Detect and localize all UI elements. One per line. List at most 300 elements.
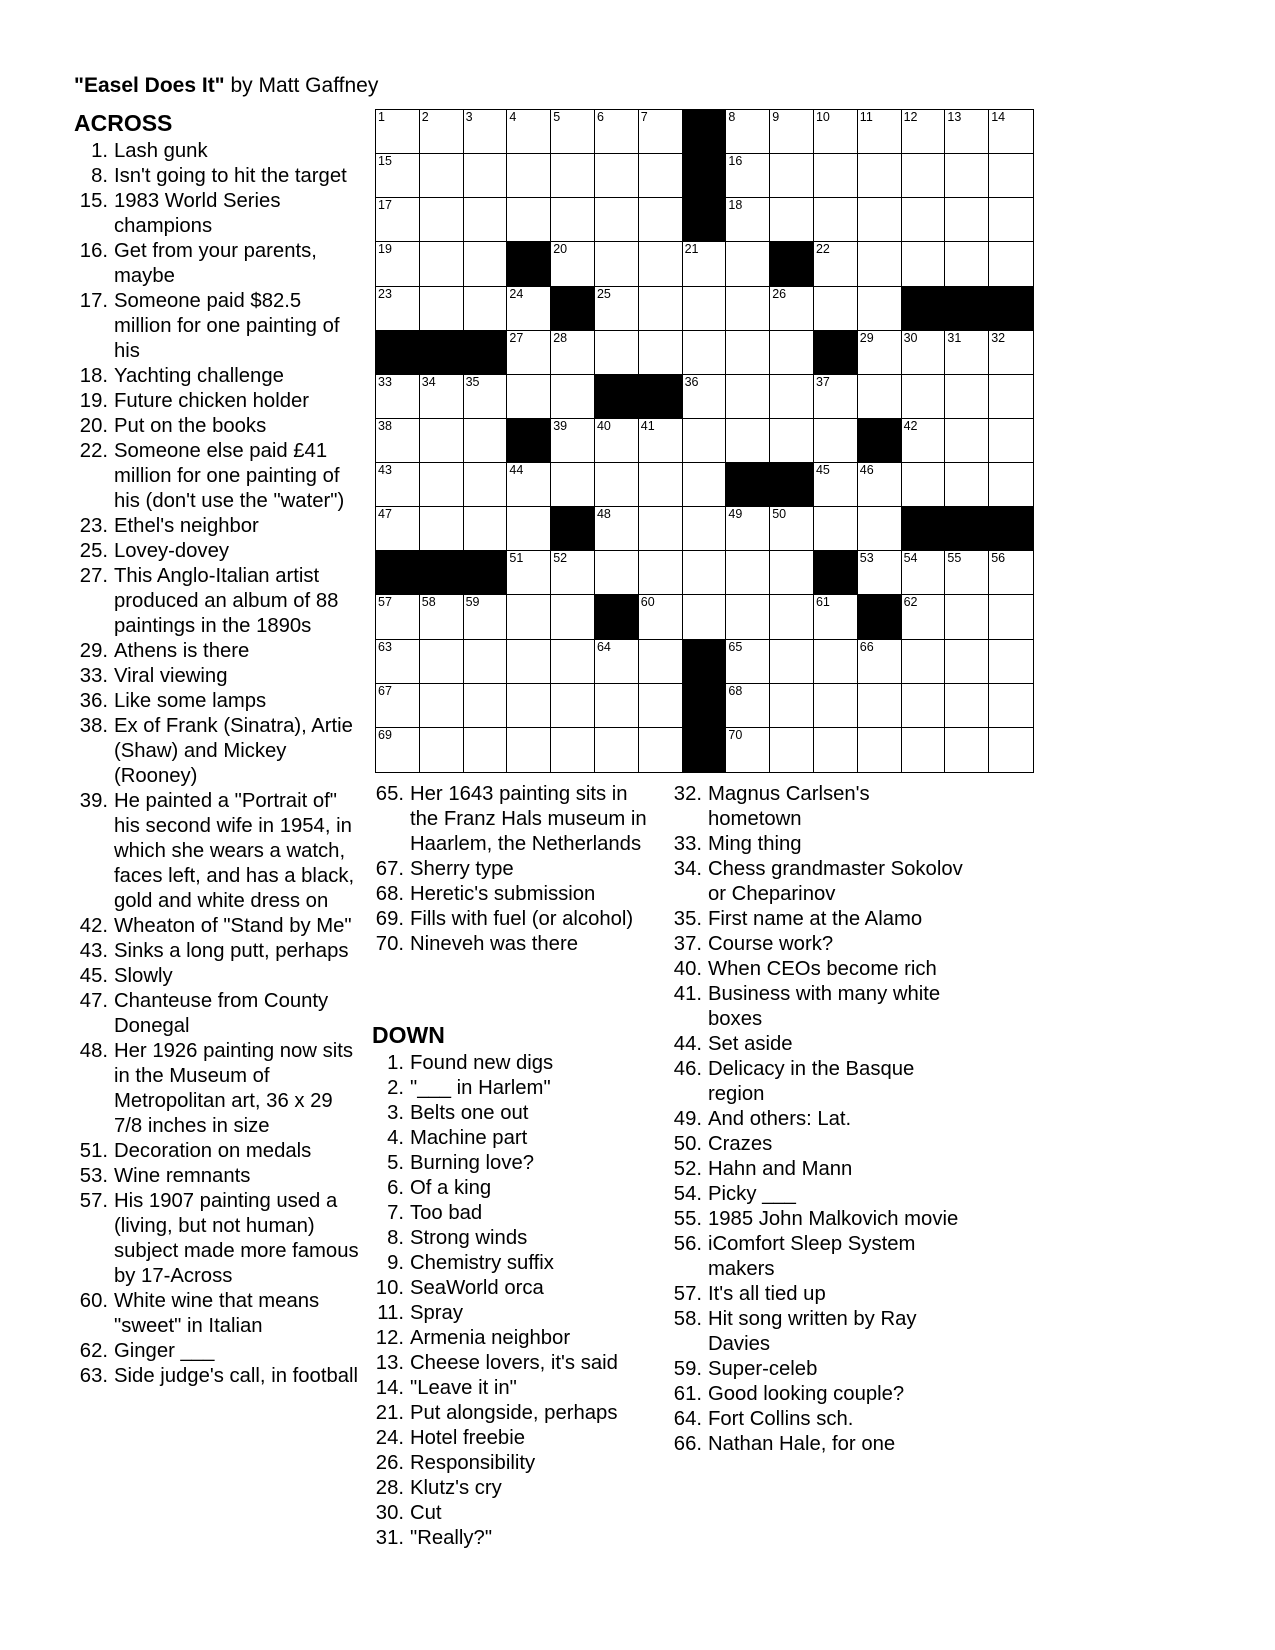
grid-cell[interactable]	[726, 110, 770, 154]
grid-cell[interactable]	[989, 154, 1033, 198]
grid-cell[interactable]	[551, 551, 595, 595]
grid-cell[interactable]	[814, 375, 858, 419]
clue-item[interactable]	[668, 1432, 963, 1457]
clue-item[interactable]	[74, 1289, 364, 1339]
grid-cell[interactable]	[770, 684, 814, 728]
grid-cell[interactable]	[507, 198, 551, 242]
grid-cell[interactable]	[858, 728, 902, 772]
grid-cell[interactable]	[902, 154, 946, 198]
clue-item[interactable]	[370, 1226, 655, 1251]
clue-item[interactable]	[370, 1251, 655, 1276]
clue-item[interactable]	[668, 782, 963, 832]
clue-item[interactable]	[668, 1407, 963, 1432]
grid-cell[interactable]	[376, 419, 420, 463]
clue-item[interactable]	[74, 639, 364, 664]
grid-cell[interactable]	[770, 375, 814, 419]
grid-cell[interactable]	[989, 463, 1033, 507]
clue-item[interactable]	[370, 1501, 655, 1526]
grid-cell[interactable]	[420, 684, 464, 728]
grid-cell[interactable]	[595, 198, 639, 242]
grid-cell[interactable]	[639, 198, 683, 242]
grid-cell[interactable]	[989, 331, 1033, 375]
grid-cell[interactable]	[683, 375, 727, 419]
grid-cell[interactable]	[945, 551, 989, 595]
grid-cell[interactable]	[770, 551, 814, 595]
clue-item[interactable]	[74, 1364, 364, 1389]
grid-cell[interactable]	[683, 463, 727, 507]
clue-text: Side judge's call, in football	[114, 1365, 359, 1387]
cell-number: 54	[903, 551, 918, 566]
grid-cell[interactable]	[989, 110, 1033, 154]
clue-item[interactable]	[74, 564, 364, 639]
grid-cell[interactable]	[858, 287, 902, 331]
grid-cell[interactable]	[814, 287, 858, 331]
clue-item[interactable]	[74, 239, 364, 289]
grid-cell[interactable]	[726, 640, 770, 684]
grid-cell[interactable]	[858, 331, 902, 375]
grid-cell[interactable]	[595, 242, 639, 286]
cell-number: 59	[465, 595, 480, 610]
grid-cell[interactable]	[507, 375, 551, 419]
grid-cell[interactable]	[420, 640, 464, 684]
grid-cell[interactable]	[770, 507, 814, 551]
grid-cell[interactable]	[814, 154, 858, 198]
grid-cell[interactable]	[814, 242, 858, 286]
grid-cell[interactable]	[814, 684, 858, 728]
grid-cell[interactable]	[551, 595, 595, 639]
clue-item[interactable]	[74, 139, 364, 164]
grid-cell[interactable]	[639, 463, 683, 507]
grid-cell[interactable]	[464, 110, 508, 154]
grid-cell[interactable]	[464, 728, 508, 772]
grid-cell[interactable]	[639, 331, 683, 375]
clue-item[interactable]	[668, 1357, 963, 1382]
grid-cell[interactable]	[945, 684, 989, 728]
cell-number: 67	[378, 683, 392, 698]
clue-text: Ethel's neighbor	[114, 515, 259, 537]
grid-cell[interactable]	[814, 728, 858, 772]
grid-cell[interactable]	[507, 110, 551, 154]
grid-cell[interactable]	[464, 463, 508, 507]
grid-cell[interactable]	[639, 551, 683, 595]
grid-cell[interactable]	[551, 463, 595, 507]
clue-item[interactable]	[370, 1176, 655, 1201]
grid-cell[interactable]	[902, 419, 946, 463]
grid-cell[interactable]	[420, 154, 464, 198]
clue-number: 60.	[79, 1290, 108, 1312]
clue-item[interactable]	[370, 1201, 655, 1226]
grid-cell[interactable]	[902, 242, 946, 286]
grid-cell[interactable]	[595, 507, 639, 551]
clue-item[interactable]	[370, 1101, 655, 1126]
clue-number: 63.	[79, 1365, 108, 1387]
grid-cell[interactable]	[989, 684, 1033, 728]
clue-item[interactable]	[74, 514, 364, 539]
grid-cell[interactable]	[902, 728, 946, 772]
clue-item[interactable]	[668, 1107, 963, 1132]
clue-text: Spray	[410, 1302, 463, 1324]
clue-item[interactable]	[668, 1207, 963, 1232]
grid-cell[interactable]	[814, 110, 858, 154]
cell-number: 23	[378, 286, 392, 301]
grid-cell[interactable]	[595, 640, 639, 684]
grid-cell[interactable]	[464, 640, 508, 684]
clue-text: Lash gunk	[114, 140, 208, 162]
clue-item[interactable]	[370, 1426, 655, 1451]
clue-item[interactable]	[668, 907, 963, 932]
clue-item[interactable]	[668, 857, 963, 907]
grid-cell[interactable]	[945, 463, 989, 507]
clue-text: Hahn and Mann	[708, 1158, 853, 1180]
black-square	[420, 551, 464, 595]
grid-cell[interactable]	[770, 154, 814, 198]
grid-cell[interactable]	[420, 728, 464, 772]
clue-item[interactable]	[370, 1451, 655, 1476]
grid-cell[interactable]	[639, 154, 683, 198]
grid-cell[interactable]	[507, 595, 551, 639]
grid-cell[interactable]	[683, 287, 727, 331]
clue-item[interactable]	[370, 882, 655, 907]
grid-cell[interactable]	[770, 640, 814, 684]
clue-item[interactable]	[74, 914, 364, 939]
grid-cell[interactable]	[902, 375, 946, 419]
grid-cell[interactable]	[551, 198, 595, 242]
grid-cell[interactable]	[595, 551, 639, 595]
grid-cell[interactable]	[945, 595, 989, 639]
grid-cell[interactable]	[507, 331, 551, 375]
clue-item[interactable]	[668, 1157, 963, 1182]
clue-item[interactable]	[668, 982, 963, 1032]
grid-cell[interactable]	[858, 551, 902, 595]
grid-cell[interactable]	[770, 110, 814, 154]
clue-item[interactable]	[370, 1326, 655, 1351]
grid-cell[interactable]	[464, 375, 508, 419]
grid-cell[interactable]	[551, 331, 595, 375]
grid-cell[interactable]	[507, 507, 551, 551]
cell-number: 33	[378, 374, 392, 389]
grid-cell[interactable]	[551, 154, 595, 198]
grid-cell[interactable]	[858, 154, 902, 198]
grid-cell[interactable]	[858, 684, 902, 728]
grid-cell[interactable]	[376, 287, 420, 331]
grid-cell[interactable]	[595, 110, 639, 154]
grid-cell[interactable]	[989, 595, 1033, 639]
clue-text: Too bad	[410, 1202, 483, 1224]
grid-cell[interactable]	[464, 287, 508, 331]
clue-item[interactable]	[74, 1189, 364, 1289]
grid-cell[interactable]	[376, 507, 420, 551]
cell-number: 26	[772, 286, 787, 301]
clue-item[interactable]	[370, 932, 655, 957]
grid-cell[interactable]	[420, 507, 464, 551]
clue-item[interactable]	[74, 714, 364, 789]
grid-cell[interactable]	[551, 419, 595, 463]
grid-cell[interactable]	[595, 419, 639, 463]
grid-cell[interactable]	[814, 463, 858, 507]
grid-cell[interactable]	[683, 242, 727, 286]
grid-cell[interactable]	[683, 419, 727, 463]
grid-cell[interactable]	[726, 375, 770, 419]
cell-number: 64	[596, 639, 611, 654]
clue-item[interactable]	[668, 1032, 963, 1057]
clue-text: Someone paid $82.5 million for one painting of his	[114, 290, 340, 362]
grid-cell[interactable]	[858, 507, 902, 551]
clue-number: 70.	[375, 933, 404, 955]
clue-item[interactable]	[668, 1282, 963, 1307]
grid-cell[interactable]	[989, 728, 1033, 772]
cell-number: 69	[378, 727, 392, 742]
clue-item[interactable]	[370, 1276, 655, 1301]
cell-number: 9	[772, 110, 780, 124]
grid-cell[interactable]	[726, 287, 770, 331]
grid-cell[interactable]	[902, 684, 946, 728]
grid-cell[interactable]	[551, 375, 595, 419]
clue-item[interactable]	[370, 1476, 655, 1501]
clue-item[interactable]	[74, 414, 364, 439]
grid-cell[interactable]	[902, 640, 946, 684]
clue-number: 47.	[79, 990, 108, 1012]
clue-item[interactable]	[668, 1307, 963, 1357]
grid-cell[interactable]	[989, 198, 1033, 242]
grid-cell[interactable]	[945, 242, 989, 286]
clue-item[interactable]	[370, 1526, 655, 1551]
clue-item[interactable]	[74, 364, 364, 389]
clue-number: 20.	[79, 415, 108, 437]
grid-cell[interactable]	[814, 507, 858, 551]
grid-cell[interactable]	[945, 375, 989, 419]
grid-cell[interactable]	[551, 728, 595, 772]
grid-cell[interactable]	[989, 419, 1033, 463]
grid-cell[interactable]	[902, 463, 946, 507]
grid-cell[interactable]	[814, 198, 858, 242]
clue-text: Her 1643 painting sits in the Franz Hals museum in Haarlem, the Netherlands	[410, 783, 647, 855]
clue-number: 59.	[673, 1358, 702, 1380]
clue-number: 13.	[375, 1352, 404, 1374]
clue-text: Cut	[410, 1502, 442, 1524]
clue-item[interactable]	[370, 1076, 655, 1101]
grid-cell[interactable]	[726, 551, 770, 595]
clue-item[interactable]	[370, 857, 655, 882]
grid-cell[interactable]	[639, 110, 683, 154]
grid-cell[interactable]	[989, 242, 1033, 286]
grid-cell[interactable]	[464, 595, 508, 639]
clue-item[interactable]	[668, 932, 963, 957]
grid-cell[interactable]	[376, 242, 420, 286]
grid-cell[interactable]	[420, 463, 464, 507]
grid-cell[interactable]	[770, 595, 814, 639]
grid-cell[interactable]	[376, 154, 420, 198]
grid-cell[interactable]	[770, 419, 814, 463]
grid-cell[interactable]	[989, 640, 1033, 684]
grid-cell[interactable]	[464, 242, 508, 286]
grid-cell[interactable]	[726, 728, 770, 772]
grid-cell[interactable]	[902, 331, 946, 375]
grid-cell[interactable]	[639, 728, 683, 772]
grid-cell[interactable]	[507, 728, 551, 772]
grid-cell[interactable]	[639, 640, 683, 684]
grid-cell[interactable]	[376, 198, 420, 242]
grid-cell[interactable]	[726, 242, 770, 286]
grid-cell[interactable]	[683, 331, 727, 375]
grid-cell[interactable]	[376, 640, 420, 684]
grid-cell[interactable]	[683, 551, 727, 595]
clue-item[interactable]	[74, 989, 364, 1039]
grid-cell[interactable]	[464, 419, 508, 463]
grid-cell[interactable]	[464, 684, 508, 728]
grid-cell[interactable]	[420, 242, 464, 286]
grid-cell[interactable]	[989, 375, 1033, 419]
grid-cell[interactable]	[507, 684, 551, 728]
clue-text: iComfort Sleep System makers	[708, 1233, 916, 1280]
clue-item[interactable]	[74, 389, 364, 414]
grid-cell[interactable]	[639, 684, 683, 728]
grid-cell[interactable]	[726, 595, 770, 639]
clue-item[interactable]	[668, 832, 963, 857]
grid-cell[interactable]	[683, 507, 727, 551]
grid-cell[interactable]	[726, 419, 770, 463]
grid-cell[interactable]	[945, 640, 989, 684]
clue-item[interactable]	[74, 439, 364, 514]
grid-cell[interactable]	[814, 640, 858, 684]
clue-item[interactable]	[74, 689, 364, 714]
grid-cell[interactable]	[639, 242, 683, 286]
clue-item[interactable]	[668, 1182, 963, 1207]
grid-cell[interactable]	[858, 198, 902, 242]
clue-item[interactable]	[74, 289, 364, 364]
grid-cell[interactable]	[858, 242, 902, 286]
grid-cell[interactable]	[770, 198, 814, 242]
grid-cell[interactable]	[639, 419, 683, 463]
clue-item[interactable]	[74, 939, 364, 964]
grid-cell[interactable]	[420, 375, 464, 419]
grid-cell[interactable]	[726, 198, 770, 242]
grid-cell[interactable]	[683, 595, 727, 639]
clue-item[interactable]	[370, 1126, 655, 1151]
grid-cell[interactable]	[858, 463, 902, 507]
cell-number: 15	[378, 154, 392, 169]
grid-cell[interactable]	[376, 595, 420, 639]
clue-item[interactable]	[668, 957, 963, 982]
grid-cell[interactable]	[507, 154, 551, 198]
grid-cell[interactable]	[464, 198, 508, 242]
grid-cell[interactable]	[945, 154, 989, 198]
grid-cell[interactable]	[507, 640, 551, 684]
grid-cell[interactable]	[595, 331, 639, 375]
grid-cell[interactable]	[595, 287, 639, 331]
grid-cell[interactable]	[726, 331, 770, 375]
clue-item[interactable]	[74, 1339, 364, 1364]
grid-cell[interactable]	[420, 595, 464, 639]
grid-cell[interactable]	[814, 419, 858, 463]
clue-item[interactable]	[370, 1401, 655, 1426]
grid-cell[interactable]	[551, 242, 595, 286]
grid-cell[interactable]	[726, 684, 770, 728]
grid-cell[interactable]	[989, 551, 1033, 595]
grid-cell[interactable]	[420, 287, 464, 331]
grid-cell[interactable]	[376, 728, 420, 772]
grid-cell[interactable]	[420, 198, 464, 242]
clue-item[interactable]	[74, 189, 364, 239]
grid-cell[interactable]	[376, 110, 420, 154]
clue-item[interactable]	[370, 907, 655, 932]
clue-item[interactable]	[370, 782, 655, 857]
clue-item[interactable]	[370, 1351, 655, 1376]
grid-cell[interactable]	[639, 287, 683, 331]
clue-item[interactable]	[74, 664, 364, 689]
grid-cell[interactable]	[507, 463, 551, 507]
grid-cell[interactable]	[464, 154, 508, 198]
clue-item[interactable]	[668, 1132, 963, 1157]
grid-cell[interactable]	[420, 110, 464, 154]
clue-item[interactable]	[74, 964, 364, 989]
grid-cell[interactable]	[376, 375, 420, 419]
clue-item[interactable]	[74, 164, 364, 189]
grid-cell[interactable]	[551, 684, 595, 728]
grid-cell[interactable]	[945, 331, 989, 375]
grid-cell[interactable]	[858, 110, 902, 154]
grid-cell[interactable]	[420, 419, 464, 463]
grid-cell[interactable]	[376, 684, 420, 728]
grid-cell[interactable]	[902, 551, 946, 595]
grid-cell[interactable]	[858, 375, 902, 419]
black-square	[507, 242, 551, 286]
grid-cell[interactable]	[551, 640, 595, 684]
grid-cell[interactable]	[770, 728, 814, 772]
grid-cell[interactable]	[376, 463, 420, 507]
grid-cell[interactable]	[902, 110, 946, 154]
grid-cell[interactable]	[507, 287, 551, 331]
grid-cell[interactable]	[858, 640, 902, 684]
grid-cell[interactable]	[770, 287, 814, 331]
grid-cell[interactable]	[507, 551, 551, 595]
clue-item[interactable]	[74, 1164, 364, 1189]
grid-cell[interactable]	[595, 154, 639, 198]
grid-cell[interactable]	[639, 507, 683, 551]
clue-item[interactable]	[370, 1301, 655, 1326]
grid-cell[interactable]	[726, 154, 770, 198]
grid-cell[interactable]	[814, 595, 858, 639]
clue-item[interactable]	[74, 1039, 364, 1139]
clue-item[interactable]	[74, 539, 364, 564]
black-square	[945, 287, 989, 331]
grid-cell[interactable]	[770, 331, 814, 375]
grid-cell[interactable]	[945, 419, 989, 463]
grid-cell[interactable]	[902, 595, 946, 639]
grid-cell[interactable]	[902, 198, 946, 242]
grid-cell[interactable]	[595, 728, 639, 772]
clue-item[interactable]	[370, 1051, 655, 1076]
grid-cell[interactable]	[551, 110, 595, 154]
clue-item[interactable]	[370, 1151, 655, 1176]
clue-item[interactable]	[74, 789, 364, 914]
clue-item[interactable]	[668, 1057, 963, 1107]
grid-cell[interactable]	[464, 507, 508, 551]
grid-cell[interactable]	[595, 684, 639, 728]
clue-number: 14.	[375, 1377, 404, 1399]
clue-number: 48.	[79, 1040, 108, 1062]
clue-item[interactable]	[74, 1139, 364, 1164]
clue-item[interactable]	[668, 1382, 963, 1407]
grid-cell[interactable]	[726, 507, 770, 551]
grid-cell[interactable]	[945, 728, 989, 772]
clue-item[interactable]	[668, 1232, 963, 1282]
grid-cell[interactable]	[595, 463, 639, 507]
grid-cell[interactable]	[945, 198, 989, 242]
grid-cell[interactable]	[639, 595, 683, 639]
clue-item[interactable]	[370, 1376, 655, 1401]
clue-number: 68.	[375, 883, 404, 905]
grid-cell[interactable]	[945, 110, 989, 154]
